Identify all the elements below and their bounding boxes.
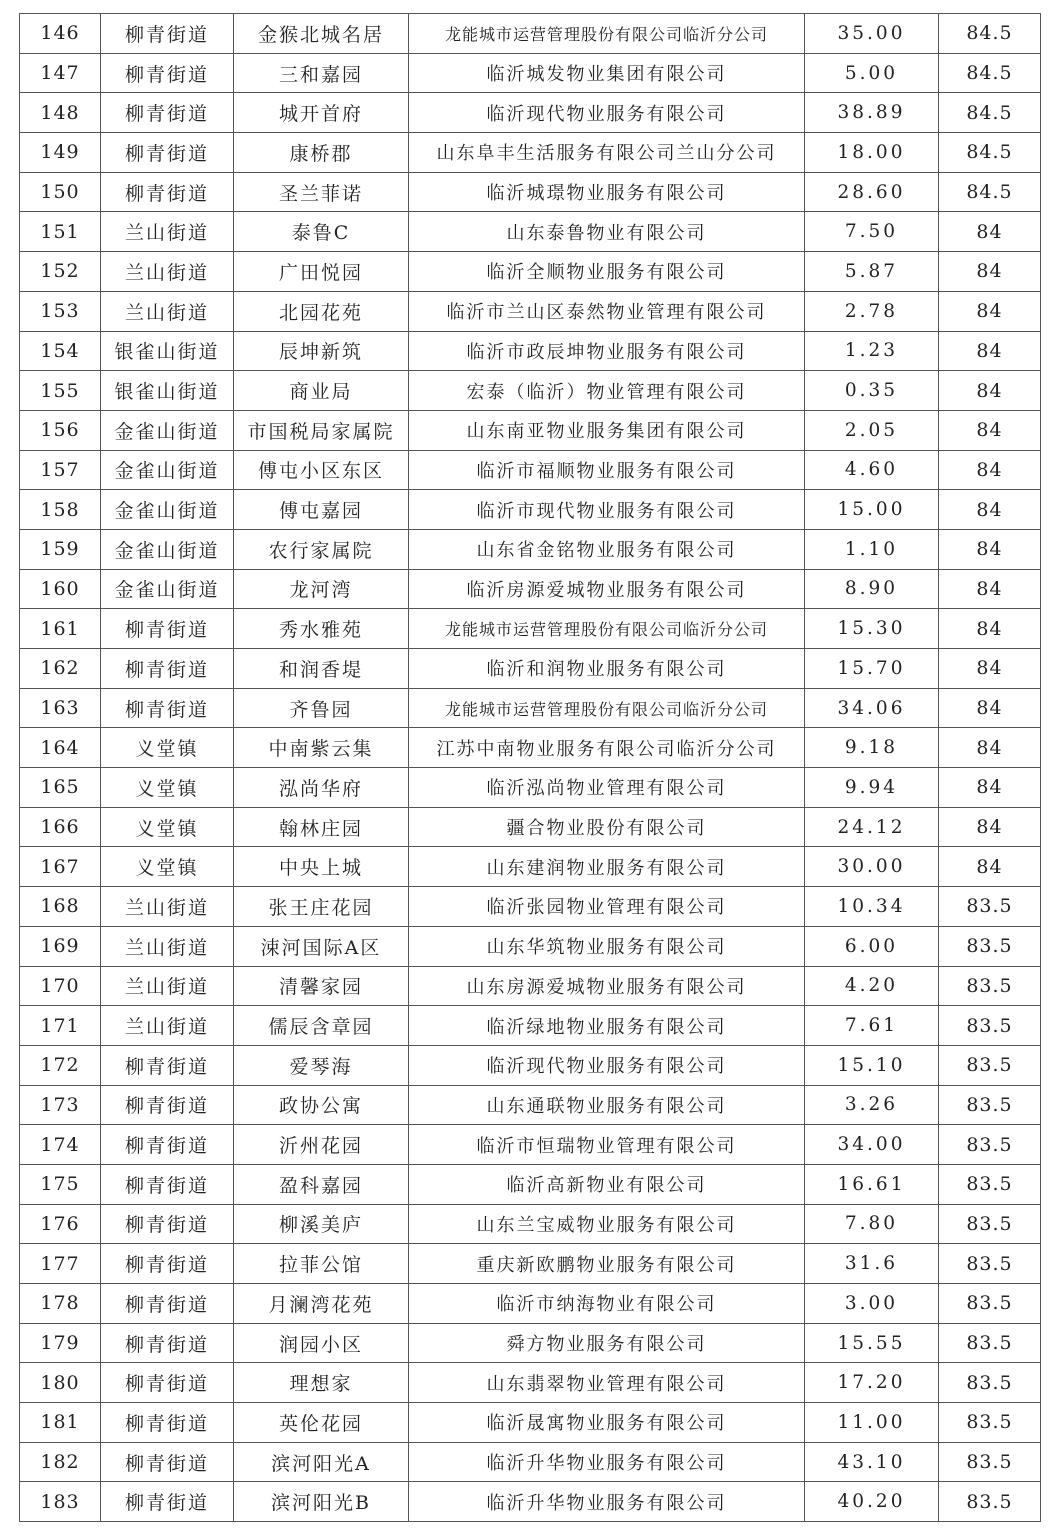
community-cell: 柳溪美庐 <box>234 1204 409 1244</box>
company-cell: 临沂市恒瑞物业管理有限公司 <box>409 1125 805 1165</box>
table-row <box>20 728 1041 768</box>
street-cell: 柳青街道 <box>101 1125 234 1165</box>
company-cell: 山东兰宝威物业服务有限公司 <box>409 1204 805 1244</box>
area-cell: 11.00 <box>805 1403 939 1443</box>
table-row <box>20 14 1041 54</box>
table-row <box>20 291 1041 331</box>
company-cell: 山东阜丰生活服务有限公司兰山分公司 <box>409 133 805 173</box>
area-cell: 40.20 <box>805 1482 939 1522</box>
street-cell: 义堂镇 <box>101 847 234 887</box>
street-cell: 兰山街道 <box>101 1006 234 1046</box>
street-cell: 柳青街道 <box>101 1085 234 1125</box>
score-cell: 83.5 <box>939 1482 1041 1522</box>
company-cell: 临沂市纳海物业有限公司 <box>409 1284 805 1324</box>
area-cell: 2.05 <box>805 410 939 450</box>
area-cell: 2.78 <box>805 291 939 331</box>
row-number: 167 <box>20 847 101 887</box>
area-cell: 7.50 <box>805 212 939 252</box>
score-cell: 83.5 <box>939 1045 1041 1085</box>
street-cell: 柳青街道 <box>101 1284 234 1324</box>
community-cell: 齐鲁园 <box>234 688 409 728</box>
table-row <box>20 490 1041 530</box>
row-number: 171 <box>20 1006 101 1046</box>
score-cell: 84 <box>939 768 1041 808</box>
score-cell: 84.5 <box>939 172 1041 212</box>
row-number: 162 <box>20 649 101 689</box>
table-row <box>20 1006 1041 1046</box>
street-cell: 柳青街道 <box>101 93 234 133</box>
company-cell: 临沂房源爱城物业服务有限公司 <box>409 569 805 609</box>
area-cell: 0.35 <box>805 371 939 411</box>
area-cell: 9.94 <box>805 768 939 808</box>
street-cell: 金雀山街道 <box>101 450 234 490</box>
company-cell: 龙能城市运营管理股份有限公司临沂分公司 <box>409 14 805 54</box>
table-row <box>20 1085 1041 1125</box>
row-number: 148 <box>20 93 101 133</box>
row-number: 157 <box>20 450 101 490</box>
table-row <box>20 688 1041 728</box>
row-number: 146 <box>20 14 101 54</box>
community-cell: 泓尚华府 <box>234 768 409 808</box>
row-number: 152 <box>20 252 101 292</box>
score-cell: 83.5 <box>939 887 1041 927</box>
table-row <box>20 252 1041 292</box>
score-cell: 84 <box>939 569 1041 609</box>
row-number: 180 <box>20 1363 101 1403</box>
company-cell: 临沂城发物业集团有限公司 <box>409 53 805 93</box>
street-cell: 金雀山街道 <box>101 569 234 609</box>
street-cell: 柳青街道 <box>101 649 234 689</box>
row-number: 166 <box>20 807 101 847</box>
community-cell: 金猴北城名居 <box>234 14 409 54</box>
street-cell: 柳青街道 <box>101 133 234 173</box>
row-number: 163 <box>20 688 101 728</box>
company-cell: 疆合物业股份有限公司 <box>409 807 805 847</box>
area-cell: 34.06 <box>805 688 939 728</box>
area-cell: 15.10 <box>805 1045 939 1085</box>
street-cell: 柳青街道 <box>101 1204 234 1244</box>
row-number: 179 <box>20 1323 101 1363</box>
area-cell: 5.00 <box>805 53 939 93</box>
score-cell: 84.5 <box>939 53 1041 93</box>
area-cell: 15.70 <box>805 649 939 689</box>
score-cell: 83.5 <box>939 1085 1041 1125</box>
area-cell: 6.00 <box>805 926 939 966</box>
company-cell: 临沂泓尚物业管理有限公司 <box>409 768 805 808</box>
table-row <box>20 331 1041 371</box>
community-cell: 英伦花园 <box>234 1403 409 1443</box>
area-cell: 10.34 <box>805 887 939 927</box>
score-cell: 83.5 <box>939 926 1041 966</box>
area-cell: 3.26 <box>805 1085 939 1125</box>
score-cell: 84 <box>939 688 1041 728</box>
table-row <box>20 807 1041 847</box>
area-cell: 18.00 <box>805 133 939 173</box>
score-cell: 83.5 <box>939 1323 1041 1363</box>
area-cell: 17.20 <box>805 1363 939 1403</box>
table-row <box>20 847 1041 887</box>
score-cell: 83.5 <box>939 1284 1041 1324</box>
company-cell: 临沂全顺物业服务有限公司 <box>409 252 805 292</box>
area-cell: 15.30 <box>805 609 939 649</box>
community-cell: 圣兰菲诺 <box>234 172 409 212</box>
community-cell: 爱琴海 <box>234 1045 409 1085</box>
street-cell: 柳青街道 <box>101 172 234 212</box>
area-cell: 30.00 <box>805 847 939 887</box>
community-cell: 中南紫云集 <box>234 728 409 768</box>
community-cell: 滨河阳光A <box>234 1442 409 1482</box>
street-cell: 义堂镇 <box>101 728 234 768</box>
table-row <box>20 133 1041 173</box>
community-cell: 政协公寓 <box>234 1085 409 1125</box>
table-row <box>20 569 1041 609</box>
company-cell: 龙能城市运营管理股份有限公司临沂分公司 <box>409 609 805 649</box>
area-cell: 9.18 <box>805 728 939 768</box>
table-row <box>20 1442 1041 1482</box>
street-cell: 柳青街道 <box>101 14 234 54</box>
community-cell: 理想家 <box>234 1363 409 1403</box>
area-cell: 1.23 <box>805 331 939 371</box>
row-number: 150 <box>20 172 101 212</box>
score-cell: 83.5 <box>939 1403 1041 1443</box>
area-cell: 1.10 <box>805 529 939 569</box>
community-cell: 泰鲁C <box>234 212 409 252</box>
area-cell: 28.60 <box>805 172 939 212</box>
community-cell: 农行家属院 <box>234 529 409 569</box>
community-cell: 月澜湾花苑 <box>234 1284 409 1324</box>
street-cell: 柳青街道 <box>101 688 234 728</box>
row-number: 175 <box>20 1164 101 1204</box>
community-cell: 辰坤新筑 <box>234 331 409 371</box>
company-cell: 山东翡翠物业管理有限公司 <box>409 1363 805 1403</box>
community-cell: 秀水雅苑 <box>234 609 409 649</box>
community-cell: 滨河阳光B <box>234 1482 409 1522</box>
table-row <box>20 926 1041 966</box>
area-cell: 3.00 <box>805 1284 939 1324</box>
street-cell: 柳青街道 <box>101 1244 234 1284</box>
company-cell: 临沂现代物业服务有限公司 <box>409 1045 805 1085</box>
row-number: 155 <box>20 371 101 411</box>
area-cell: 5.87 <box>805 252 939 292</box>
row-number: 161 <box>20 609 101 649</box>
community-cell: 市国税局家属院 <box>234 410 409 450</box>
community-cell: 龙河湾 <box>234 569 409 609</box>
score-cell: 83.5 <box>939 1442 1041 1482</box>
community-cell: 清馨家园 <box>234 966 409 1006</box>
score-cell: 84 <box>939 490 1041 530</box>
community-cell: 沂州花园 <box>234 1125 409 1165</box>
score-cell: 84.5 <box>939 14 1041 54</box>
table-row <box>20 1164 1041 1204</box>
row-number: 183 <box>20 1482 101 1522</box>
table-row <box>20 53 1041 93</box>
community-cell: 城开首府 <box>234 93 409 133</box>
street-cell: 柳青街道 <box>101 609 234 649</box>
street-cell: 兰山街道 <box>101 252 234 292</box>
table-row <box>20 1284 1041 1324</box>
company-cell: 山东泰鲁物业有限公司 <box>409 212 805 252</box>
table-row <box>20 1323 1041 1363</box>
table-row <box>20 212 1041 252</box>
table-row <box>20 1045 1041 1085</box>
street-cell: 银雀山街道 <box>101 331 234 371</box>
table-row <box>20 1244 1041 1284</box>
table-row <box>20 1125 1041 1165</box>
row-number: 147 <box>20 53 101 93</box>
table-row <box>20 450 1041 490</box>
table-row <box>20 172 1041 212</box>
table-row <box>20 410 1041 450</box>
row-number: 174 <box>20 1125 101 1165</box>
row-number: 153 <box>20 291 101 331</box>
area-cell: 38.89 <box>805 93 939 133</box>
score-cell: 84.5 <box>939 133 1041 173</box>
row-number: 169 <box>20 926 101 966</box>
community-cell: 盈科嘉园 <box>234 1164 409 1204</box>
street-cell: 银雀山街道 <box>101 371 234 411</box>
community-cell: 中央上城 <box>234 847 409 887</box>
row-number: 159 <box>20 529 101 569</box>
company-cell: 舜方物业服务有限公司 <box>409 1323 805 1363</box>
street-cell: 柳青街道 <box>101 1323 234 1363</box>
community-cell: 张王庄花园 <box>234 887 409 927</box>
score-cell: 84 <box>939 371 1041 411</box>
score-cell: 84 <box>939 450 1041 490</box>
area-cell: 15.55 <box>805 1323 939 1363</box>
score-cell: 83.5 <box>939 1363 1041 1403</box>
table-row <box>20 1204 1041 1244</box>
row-number: 173 <box>20 1085 101 1125</box>
score-cell: 83.5 <box>939 1164 1041 1204</box>
company-cell: 临沂市兰山区泰然物业管理有限公司 <box>409 291 805 331</box>
street-cell: 柳青街道 <box>101 1442 234 1482</box>
row-number: 149 <box>20 133 101 173</box>
row-number: 170 <box>20 966 101 1006</box>
score-cell: 84 <box>939 807 1041 847</box>
row-number: 182 <box>20 1442 101 1482</box>
table-row <box>20 609 1041 649</box>
row-number: 154 <box>20 331 101 371</box>
company-cell: 山东房源爱城物业服务有限公司 <box>409 966 805 1006</box>
score-cell: 84 <box>939 410 1041 450</box>
table-row <box>20 649 1041 689</box>
row-number: 177 <box>20 1244 101 1284</box>
street-cell: 兰山街道 <box>101 926 234 966</box>
street-cell: 兰山街道 <box>101 212 234 252</box>
community-cell: 润园小区 <box>234 1323 409 1363</box>
score-cell: 83.5 <box>939 966 1041 1006</box>
row-number: 151 <box>20 212 101 252</box>
score-cell: 84.5 <box>939 93 1041 133</box>
table-row <box>20 1482 1041 1522</box>
street-cell: 义堂镇 <box>101 768 234 808</box>
area-cell: 4.20 <box>805 966 939 1006</box>
area-cell: 24.12 <box>805 807 939 847</box>
row-number: 164 <box>20 728 101 768</box>
row-number: 172 <box>20 1045 101 1085</box>
company-cell: 临沂晟寓物业服务有限公司 <box>409 1403 805 1443</box>
company-cell: 临沂绿地物业服务有限公司 <box>409 1006 805 1046</box>
area-cell: 4.60 <box>805 450 939 490</box>
score-cell: 84 <box>939 252 1041 292</box>
company-cell: 宏泰（临沂）物业管理有限公司 <box>409 371 805 411</box>
company-cell: 山东南亚物业服务集团有限公司 <box>409 410 805 450</box>
street-cell: 义堂镇 <box>101 807 234 847</box>
area-cell: 31.6 <box>805 1244 939 1284</box>
area-cell: 8.90 <box>805 569 939 609</box>
score-cell: 84 <box>939 847 1041 887</box>
street-cell: 金雀山街道 <box>101 529 234 569</box>
area-cell: 43.10 <box>805 1442 939 1482</box>
row-number: 178 <box>20 1284 101 1324</box>
community-cell: 拉菲公馆 <box>234 1244 409 1284</box>
score-cell: 84 <box>939 529 1041 569</box>
score-cell: 83.5 <box>939 1006 1041 1046</box>
community-cell: 商业局 <box>234 371 409 411</box>
row-number: 156 <box>20 410 101 450</box>
row-number: 160 <box>20 569 101 609</box>
area-cell: 34.00 <box>805 1125 939 1165</box>
community-cell: 傅屯嘉园 <box>234 490 409 530</box>
company-cell: 江苏中南物业服务有限公司临沂分公司 <box>409 728 805 768</box>
community-cell: 康桥郡 <box>234 133 409 173</box>
table-row <box>20 529 1041 569</box>
street-cell: 金雀山街道 <box>101 490 234 530</box>
table-body <box>20 14 1041 1522</box>
company-cell: 重庆新欧鹏物业服务有限公司 <box>409 1244 805 1284</box>
company-cell: 山东建润物业服务有限公司 <box>409 847 805 887</box>
community-cell: 傅屯小区东区 <box>234 450 409 490</box>
score-cell: 84 <box>939 728 1041 768</box>
score-cell: 84 <box>939 649 1041 689</box>
street-cell: 柳青街道 <box>101 1164 234 1204</box>
score-cell: 83.5 <box>939 1125 1041 1165</box>
row-number: 158 <box>20 490 101 530</box>
company-cell: 山东华筑物业服务有限公司 <box>409 926 805 966</box>
community-cell: 儒辰含章园 <box>234 1006 409 1046</box>
company-cell: 山东省金铭物业服务有限公司 <box>409 529 805 569</box>
street-cell: 金雀山街道 <box>101 410 234 450</box>
company-cell: 临沂和润物业服务有限公司 <box>409 649 805 689</box>
table-row <box>20 966 1041 1006</box>
street-cell: 柳青街道 <box>101 1363 234 1403</box>
community-cell: 广田悦园 <box>234 252 409 292</box>
company-cell: 临沂现代物业服务有限公司 <box>409 93 805 133</box>
company-cell: 临沂市政辰坤物业服务有限公司 <box>409 331 805 371</box>
company-cell: 临沂升华物业服务有限公司 <box>409 1482 805 1522</box>
company-cell: 龙能城市运营管理股份有限公司临沂分公司 <box>409 688 805 728</box>
street-cell: 兰山街道 <box>101 887 234 927</box>
street-cell: 柳青街道 <box>101 1045 234 1085</box>
table-row <box>20 1363 1041 1403</box>
property-ranking-table <box>19 13 1041 1522</box>
score-cell: 83.5 <box>939 1204 1041 1244</box>
table-row <box>20 93 1041 133</box>
company-cell: 临沂市福顺物业服务有限公司 <box>409 450 805 490</box>
score-cell: 83.5 <box>939 1244 1041 1284</box>
street-cell: 柳青街道 <box>101 53 234 93</box>
area-cell: 7.61 <box>805 1006 939 1046</box>
score-cell: 84 <box>939 291 1041 331</box>
table-row <box>20 371 1041 411</box>
company-cell: 临沂市现代物业服务有限公司 <box>409 490 805 530</box>
community-cell: 三和嘉园 <box>234 53 409 93</box>
company-cell: 临沂升华物业服务有限公司 <box>409 1442 805 1482</box>
area-cell: 15.00 <box>805 490 939 530</box>
street-cell: 柳青街道 <box>101 1403 234 1443</box>
table-row <box>20 1403 1041 1443</box>
row-number: 181 <box>20 1403 101 1443</box>
community-cell: 翰林庄园 <box>234 807 409 847</box>
street-cell: 柳青街道 <box>101 1482 234 1522</box>
row-number: 176 <box>20 1204 101 1244</box>
community-cell: 和润香堤 <box>234 649 409 689</box>
company-cell: 临沂张园物业管理有限公司 <box>409 887 805 927</box>
community-cell: 北园花苑 <box>234 291 409 331</box>
score-cell: 84 <box>939 609 1041 649</box>
row-number: 168 <box>20 887 101 927</box>
company-cell: 临沂城璟物业服务有限公司 <box>409 172 805 212</box>
row-number: 165 <box>20 768 101 808</box>
area-cell: 35.00 <box>805 14 939 54</box>
area-cell: 7.80 <box>805 1204 939 1244</box>
street-cell: 兰山街道 <box>101 291 234 331</box>
table-row <box>20 887 1041 927</box>
street-cell: 兰山街道 <box>101 966 234 1006</box>
company-cell: 山东通联物业服务有限公司 <box>409 1085 805 1125</box>
community-cell: 涑河国际A区 <box>234 926 409 966</box>
area-cell: 16.61 <box>805 1164 939 1204</box>
score-cell: 84 <box>939 331 1041 371</box>
company-cell: 临沂高新物业有限公司 <box>409 1164 805 1204</box>
score-cell: 84 <box>939 212 1041 252</box>
table-row <box>20 768 1041 808</box>
